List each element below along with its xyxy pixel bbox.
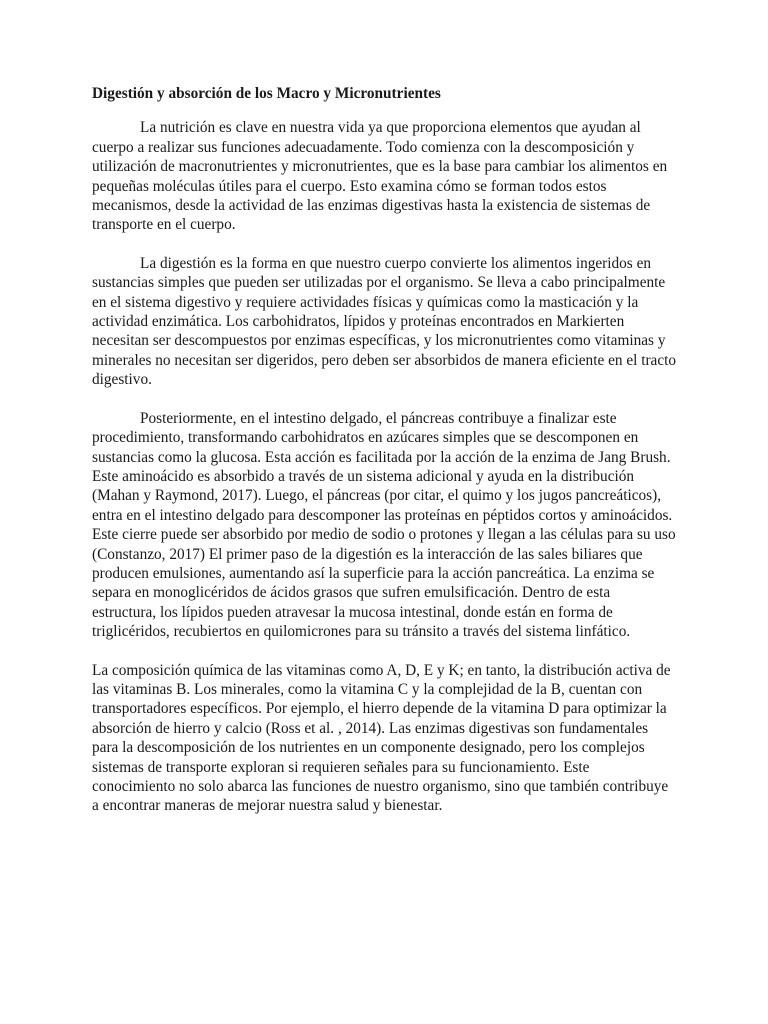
paragraph-intro: La nutrición es clave en nuestra vida ya que proporciona elementos que ayudan al cuerpo a realizar sus funciones adecuadamente. Todo comienza con la descomposición y utilización de macronutrientes y micronutrientes, que es la base para cambiar los alimentos en pequeñas moléculas útiles para el cuerpo. Esto examina cómo se forman todos estos mecanismos, desde la actividad de las enzimas digestivas hasta la existencia de sistemas de transporte en el cuerpo. xyxy=(92,119,668,234)
document-title: Digestión y absorción de los Macro y Micronutrientes xyxy=(92,85,441,102)
paragraph-vitamins: La composición química de las vitaminas como A, D, E y K; en tanto, la distribución activa de las vitaminas B. Los minerales, como la vitamina C y la complejidad de la B, cuentan con transportadores específicos. Por ejemplo, el hierro depende de la vitamina D para optimizar la absorción de hierro y calcio (Ross et al. , 2014). Las enzimas digestivas son fundamentales para la descomposición de los nutrientes en un componente designado, pero los complejos sistemas de transporte exploran si requieren señales para su funcionamiento. Este conocimiento no solo abarca las funciones de nuestro organismo, sino que también contribuye a encontrar maneras de mejorar nuestra salud y bienestar. xyxy=(92,661,671,815)
paragraph-intestine: Posteriormente, en el intestino delgado, el páncreas contribuye a finalizar este procedimiento, transformando carbohidratos en azúcares simples que se descomponen en sustancias como la glucosa. Esta acción es facilitada por la acción de la enzima de Jang Brush. Este aminoácido es absorbido a través de un sistema adicional y ayuda en la distribución (Mahan y Raymond, 2017). Luego, el páncreas (por citar, el quimo y los jugos pancreáticos), entra en el intestino delgado para descomponer las proteínas en péptidos cortos y aminoácidos. Este cierre puede ser absorbido por medio de sodio o protones y llegan a las células para su uso (Constanzo, 2017) El primer paso de la digestión es la interacción de las sales biliares que producen emulsiones, aumentando así la superficie para la acción pancreática. La enzima se separa en monoglicéridos de ácidos grasos que sufren emulsificación. Dentro de esta estructura, los lípidos pueden atravesar la mucosa intestinal, donde están en forma de triglicéridos, recubiertos en quilomicrones para su tránsito a través del sistema linfático. xyxy=(92,409,676,641)
paragraph-digestion: La digestión es la forma en que nuestro cuerpo convierte los alimentos ingeridos en sustancias simples que pueden ser utilizadas por el organismo. Se lleva a cabo principalmente en el sistema digestivo y requiere actividades físicas y químicas como la masticación y la actividad enzimática. Los carbohidratos, lípidos y proteínas encontrados en Markierten necesitan ser descompuestos por enzimas específicas, y los micronutrientes como vitaminas y minerales no necesitan ser digeridos, pero deben ser absorbidos de manera eficiente en el tracto digestivo. xyxy=(92,254,677,389)
